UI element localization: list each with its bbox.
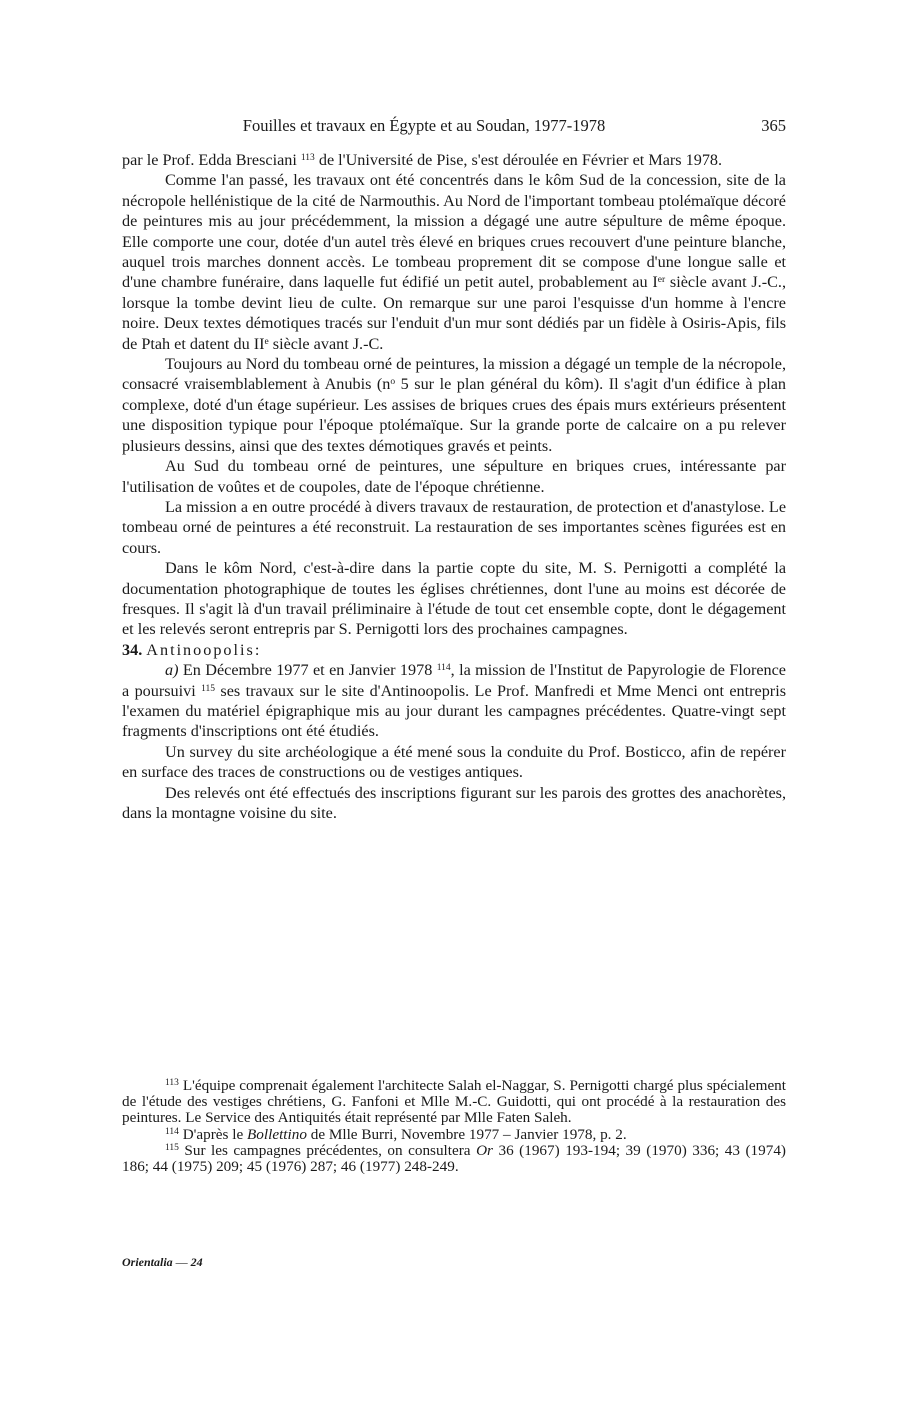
paragraph: Dans le kôm Nord, c'est-à-dire dans la partie copte du site, M. S. Pernigotti a complété la documentation photographique de toutes les églises chrétiennes, dont l'une au moins est décorée de fresques. Il s'agit là d'un travail préliminaire à l'étude de tout cet ensemble copte, dont le dégagement et les relevés seront entrepris par S. Pernigotti lors des prochaines campagnes. bbox=[122, 559, 786, 639]
footnote-number: 115 bbox=[165, 1142, 179, 1153]
item-letter: a) bbox=[165, 661, 179, 680]
footnote-number: 113 bbox=[165, 1078, 179, 1088]
footnote-ref: 114 bbox=[436, 663, 451, 674]
paragraph: Au Sud du tombeau orné de peintures, une sépulture en briques crues, intéressante par l'utilisation de voûtes et de coupoles, date de l'époque chrétienne. bbox=[122, 457, 786, 496]
sheet-number: 24 bbox=[190, 1255, 203, 1269]
paragraph: par le Prof. Edda Bresciani $^{113}$ de l'Université de Pise, s'est déroulée en Février et Mars 1978. bbox=[122, 151, 723, 169]
journal-name: Orientalia bbox=[122, 1255, 173, 1269]
section-heading bbox=[122, 640, 786, 660]
running-title: Fouilles et travaux en Égypte et au Soudan, 1977-1978 bbox=[242, 116, 606, 135]
section-name: Antinoopolis: bbox=[146, 640, 262, 659]
footnotes bbox=[122, 1078, 786, 1175]
footnote-number: 114 bbox=[165, 1126, 179, 1137]
century-numeral: II bbox=[253, 334, 265, 353]
paragraph: Comme l'an passé, les travaux ont été concentrés dans le kôm Sud de la concession, site de la nécropole hellénistique de la cité de Narmouthis. Au Nord de l'important tombeau ptolémaïque décoré de peintures mis au jour précédemment, la mission a dégagé une autre sépulture de même époque. Elle comporte une cour, dotée d'un autel très élevé en briques crues recouvert d'une peinture blanche, auquel trois marches donnent accès. Le tombeau proprement dit se compose d'une longue salle et d'une chambre funéraire, dans laquelle fut édifié un petit autel, probablement au Ier siècle avant J.-C., lorsque la tombe devint lieu de culte. On remarque sur une paroi l'esquisse d'un homme à l'encre noire. Deux textes démotiques tracés sur l'enduit d'un mur sont dédiés par un fidèle à Osiris-Apis, fils de Ptah et datent du IIe siècle avant J.-C. bbox=[122, 171, 786, 353]
century-numeral: I bbox=[652, 273, 658, 292]
footnote: $^{113}$ L'équipe comprenait également l'architecte Salah el-Naggar, S. Pernigotti chargé plus spécialement de l'étude des vestiges chrétiens, G. Fanfoni et Mlle M.-C. Guidotti, qui ont procédé à la restauration des peintures. Le Service des Antiquités était représenté par Mlle Faten Saleh. bbox=[122, 1077, 786, 1127]
signature-mark: Orientalia — 24 bbox=[122, 1255, 203, 1269]
footnote-ref: 113 bbox=[300, 153, 315, 163]
paragraph: Un survey du site archéologique a été mené sous la conduite du Prof. Bosticco, afin de repérer en surface des traces de constructions ou de vestiges antiques. bbox=[122, 742, 786, 782]
paragraph: a) En Décembre 1977 et en Janvier 1978 $^{114}$, la mission de l'Institut de Papyrologie de Florence a poursuivi $^{115}$ ses travaux sur le site d'Antinoopolis. Le Prof. Manfredi et Mme Menci ont entrepris l'examen du matériel épigraphique mis au jour durant les campagnes précédentes. Quatre-vingt sept fragments d'inscriptions ont été étudiés. bbox=[122, 661, 786, 741]
body-text bbox=[122, 150, 786, 823]
footnote-ref: 115 bbox=[201, 683, 216, 694]
footnote: $^{115}$ Sur les campagnes précédentes, on consultera Or 36 (1967) 193-194; 39 (1970) 336; 43 (1974) 186; 44 (1975) 209; 45 (1976) 287; 46 (1977) 248-249. bbox=[122, 1141, 786, 1176]
footnote: $^{114}$ D'après le Bollettino de Mlle Burri, Novembre 1977 – Janvier 1978, p. 2. bbox=[165, 1125, 627, 1143]
running-header bbox=[122, 116, 786, 140]
paragraph: Des relevés ont été effectués des inscriptions figurant sur les parois des grottes des anachorètes, dans la montagne voisine du site. bbox=[122, 783, 786, 822]
paragraph: La mission a en outre procédé à divers travaux de restauration, de protection et d'anastylose. Le tombeau orné de peintures a été reconstruit. La restauration de ses importantes scènes figurées est en cours. bbox=[122, 497, 786, 557]
section-number: 34. bbox=[122, 640, 143, 659]
page-number: 365 bbox=[761, 116, 786, 135]
paragraph: Toujours au Nord du tombeau orné de peintures, la mission a dégagé un temple de la nécropole, consacré vraisemblablement à Anubis ($n^o$ 5 sur le plan général du kôm). Il s'agit d'un édifice à plan complexe, doté d'un étage supérieur. Les assises de briques crues des épais murs extérieurs présentent une disposition typique pour l'époque ptolémaïque. Sur la grande porte de calcaire on a pu relever plusieurs dessins, ainsi que des textes démotiques gravés et peints. bbox=[122, 355, 786, 455]
